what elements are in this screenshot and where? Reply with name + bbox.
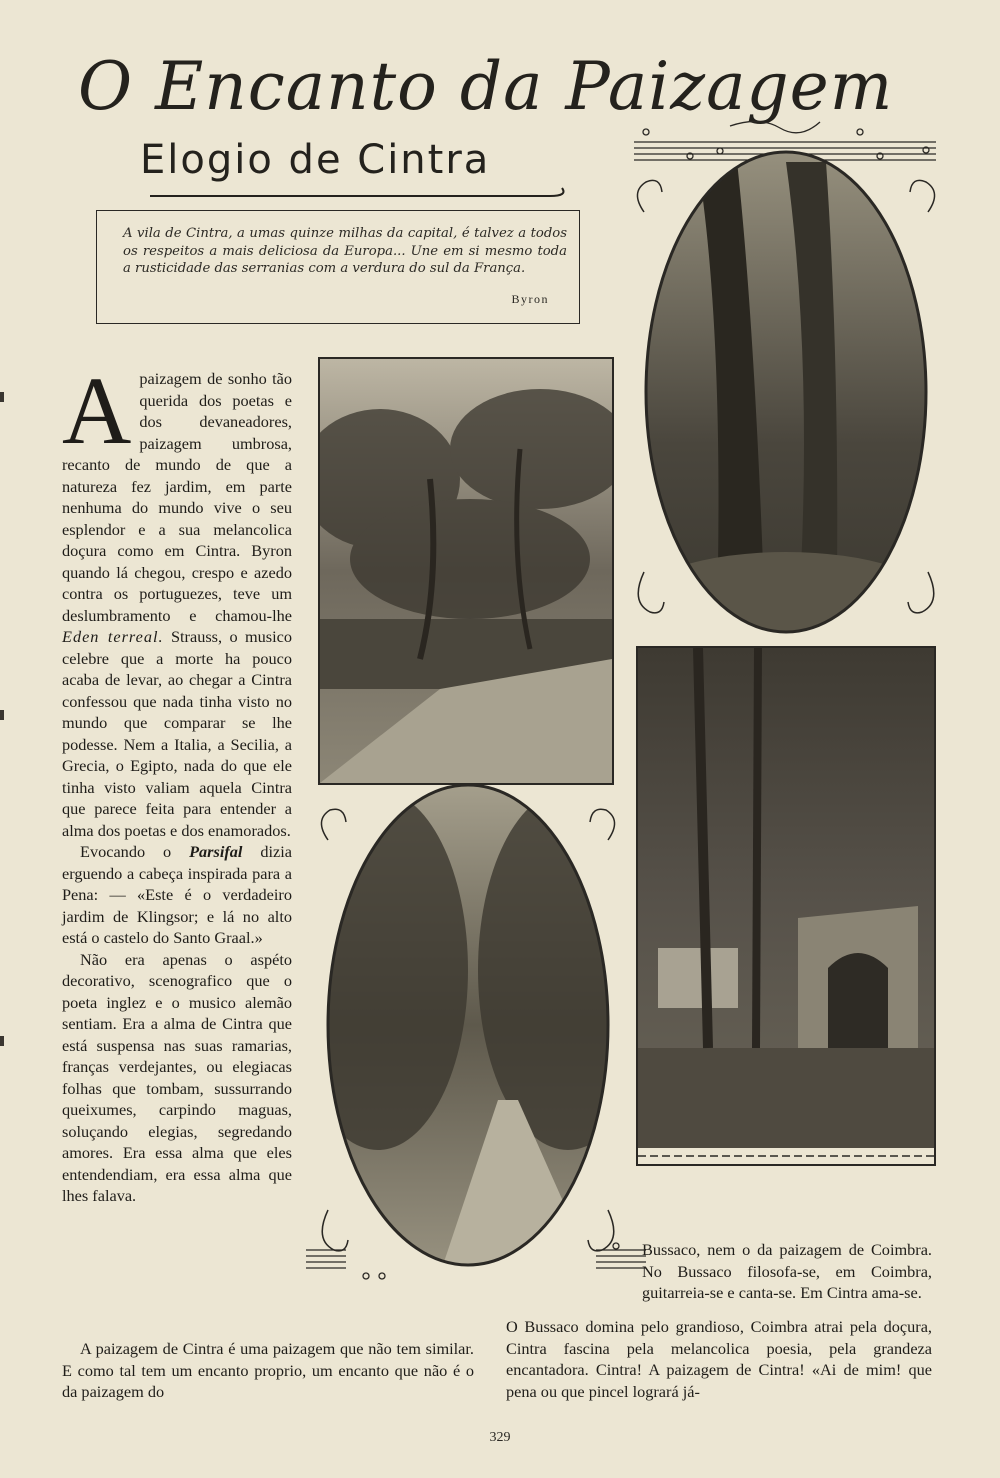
drop-cap: A (62, 357, 132, 464)
paragraph-4-right-top (642, 1239, 932, 1304)
photo-tree-lined-path (318, 770, 618, 1280)
photo-wooded-road (318, 357, 614, 785)
scan-mark (0, 1036, 4, 1046)
photo-stone-fountain (636, 646, 936, 1166)
music-staff-ornament-bottom (306, 1240, 646, 1290)
paragraph-3: Não era apenas o aspéto decorativo, scenografico que o poeta inglez e o musico alemão sentiam. Era a alma de Cintra que está suspensa nas suas ramarias, franças verdejantes, ou elegiacas folhas que tombam, sussurrando queixumes, carpindo maguas, soluçando elegias, segredando amores. Era essa alma que eles entendendiam, era essa alma que lhes falava. (62, 949, 292, 1205)
page-number: 329 (489, 1430, 511, 1445)
page-subtitle: Elogio de Cintra (140, 137, 491, 183)
paragraph-1-start: paizagem de sonho tão querida dos poetas e dos devaneadores, paizagem umbrosa, recanto de mundo de que a natureza fez jardim, em parte nenhuma do mundo vive o seu esplendor e a sua melancolica doçura como em Cintra. Byron quando lá chegou, crespo e azedo contra os portuguezes, teve um deslumbramento e chamou-lhe (62, 369, 292, 625)
page-title: O Encanto da Paizagem (78, 48, 894, 125)
epigraph-text: A vila de Cintra, a umas quinze milhas da capital, é talvez a todos os respeitos a mais deliciosa da Europa... Une em si mesmo toda a rusticidade das serranias com a verdura do sul da França. (123, 226, 567, 276)
title-flourish (150, 186, 570, 204)
eden-terreal-emphasis: Eden terreal. (62, 627, 164, 646)
photo-tree-trunks (636, 132, 936, 652)
article-body-left (62, 357, 292, 1207)
paragraph-1 (62, 357, 292, 841)
paragraph-4-left-text: A paizagem de Cintra é uma paizagem que não tem similar. E como tal tem um encanto proprio, um encanto que não é o da paizagem do (62, 1339, 474, 1401)
paragraph-4-right-top-text: Bussaco, nem o da paizagem de Coimbra. No Bussaco filosofa-se, em Coimbra, guitarreia-se e canta-se. Em Cintra ama-se. (642, 1240, 932, 1302)
paragraph-2-start: Evocando o (80, 842, 190, 861)
epigraph-author: Byron (511, 292, 549, 306)
paragraph-2-end: dizia erguendo a cabeça inspirada para a Pena: — «Este é o verdadeiro jardim de Klingsor; e lá no alto está o castelo do Santo Graal.» (62, 842, 292, 947)
paragraph-2 (62, 841, 292, 949)
scan-mark (0, 710, 4, 720)
parsifal-emphasis: Parsifal (189, 842, 243, 861)
epigraph-box (96, 210, 580, 324)
paragraph-4-left (62, 1338, 474, 1403)
paragraph-4-right-bottom-text: O Bussaco domina pelo grandioso, Coimbra atrai pela doçura, Cintra fascina pela melancolica poesia, pela grandeza encantadora. Cintra! A paizagem de Cintra! «Ai de mim! que pena ou que pincel logrará já- (506, 1317, 932, 1401)
paragraph-1-end: Strauss, o musico celebre que a morte ha pouco acaba de levar, ao chegar a Cintra confessou que nada tinha visto no mundo que comparar se lhe podesse. Nem a Italia, a Secilia, a Grecia, o Egipto, nada do que ele tinha visto valiam aquela Cintra que parece feita para entender a alma dos poetas e dos enamorados. (62, 627, 292, 840)
paragraph-4-right-bottom (506, 1316, 932, 1402)
scan-mark (0, 392, 4, 402)
